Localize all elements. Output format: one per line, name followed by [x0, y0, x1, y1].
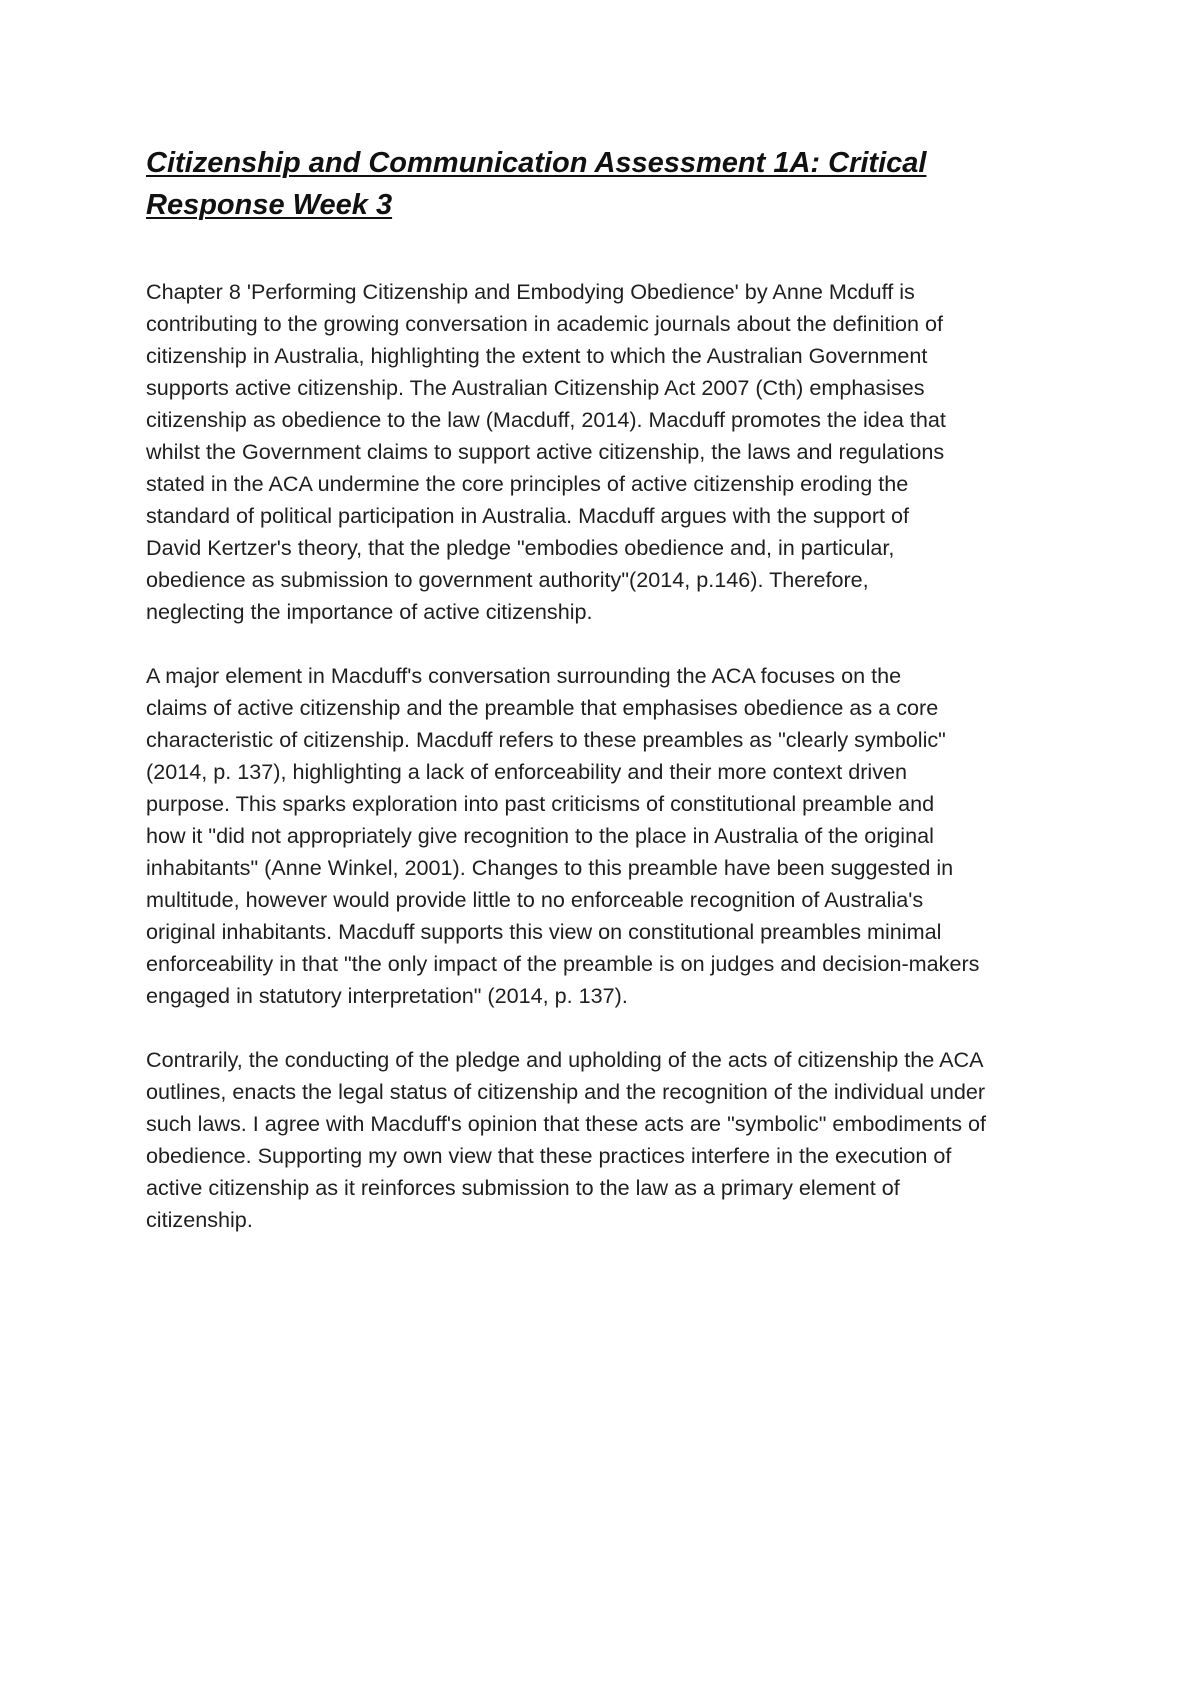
text-line: such laws. I agree with Macduff's opinion that these acts are "symbolic" embodiments of	[146, 1111, 987, 1136]
text-line: (2014, p. 137), highlighting a lack of enforceability and their more context driven	[146, 759, 908, 784]
text-line: multitude, however would provide little to no enforceable recognition of Australia's	[146, 887, 924, 912]
text-line: neglecting the importance of active citizenship.	[146, 599, 593, 624]
paragraph-1	[146, 276, 1066, 628]
text-line: Contrarily, the conducting of the pledge and upholding of the acts of citizenship the ACA	[146, 1047, 984, 1072]
paragraph-2	[146, 660, 1066, 1012]
text-line: original inhabitants. Macduff supports this view on constitutional preambles minimal	[146, 919, 942, 944]
text-line: inhabitants" (Anne Winkel, 2001). Changes to this preamble have been suggested in	[146, 855, 954, 880]
text-line: whilst the Government claims to support active citizenship, the laws and regulations	[146, 439, 945, 464]
document-body	[146, 142, 1066, 1236]
text-line: active citizenship as it reinforces submission to the law as a primary element of	[146, 1175, 900, 1200]
text-line: engaged in statutory interpretation" (2014, p. 137).	[146, 983, 628, 1008]
text-line: claims of active citizenship and the preamble that emphasises obedience as a core	[146, 695, 939, 720]
text-line: citizenship as obedience to the law (Macduff, 2014). Macduff promotes the idea that	[146, 407, 946, 432]
text-line: enforceability in that "the only impact of the preamble is on judges and decision-makers	[146, 951, 980, 976]
text-line: citizenship in Australia, highlighting the extent to which the Australian Government	[146, 343, 928, 368]
title-line: Response Week 3	[146, 189, 393, 221]
text-line: contributing to the growing conversation in academic journals about the definition of	[146, 311, 944, 336]
paragraph-3	[146, 1044, 1066, 1236]
text-line: Chapter 8 'Performing Citizenship and Embodying Obedience' by Anne Mcduff is	[146, 279, 915, 304]
text-line: supports active citizenship. The Australian Citizenship Act 2007 (Cth) emphasises	[146, 375, 925, 400]
text-line: how it "did not appropriately give recognition to the place in Australia of the original	[146, 823, 934, 848]
text-line: A major element in Macduff's conversation surrounding the ACA focuses on the	[146, 663, 902, 688]
text-line: obedience. Supporting my own view that these practices interfere in the execution of	[146, 1143, 952, 1168]
text-line: stated in the ACA undermine the core principles of active citizenship eroding the	[146, 471, 909, 496]
text-line: standard of political participation in Australia. Macduff argues with the support of	[146, 503, 910, 528]
text-line: purpose. This sparks exploration into past criticisms of constitutional preamble and	[146, 791, 935, 816]
text-line: characteristic of citizenship. Macduff refers to these preambles as "clearly symbolic"	[146, 727, 946, 752]
text-line: outlines, enacts the legal status of citizenship and the recognition of the individual under	[146, 1079, 986, 1104]
text-line: obedience as submission to government authority"(2014, p.146). Therefore,	[146, 567, 869, 592]
text-line: citizenship.	[146, 1207, 253, 1232]
text-line: David Kertzer's theory, that the pledge "embodies obedience and, in particular,	[146, 535, 895, 560]
document-title	[146, 142, 1066, 226]
title-line: Citizenship and Communication Assessment 1A: Critical	[146, 147, 927, 179]
